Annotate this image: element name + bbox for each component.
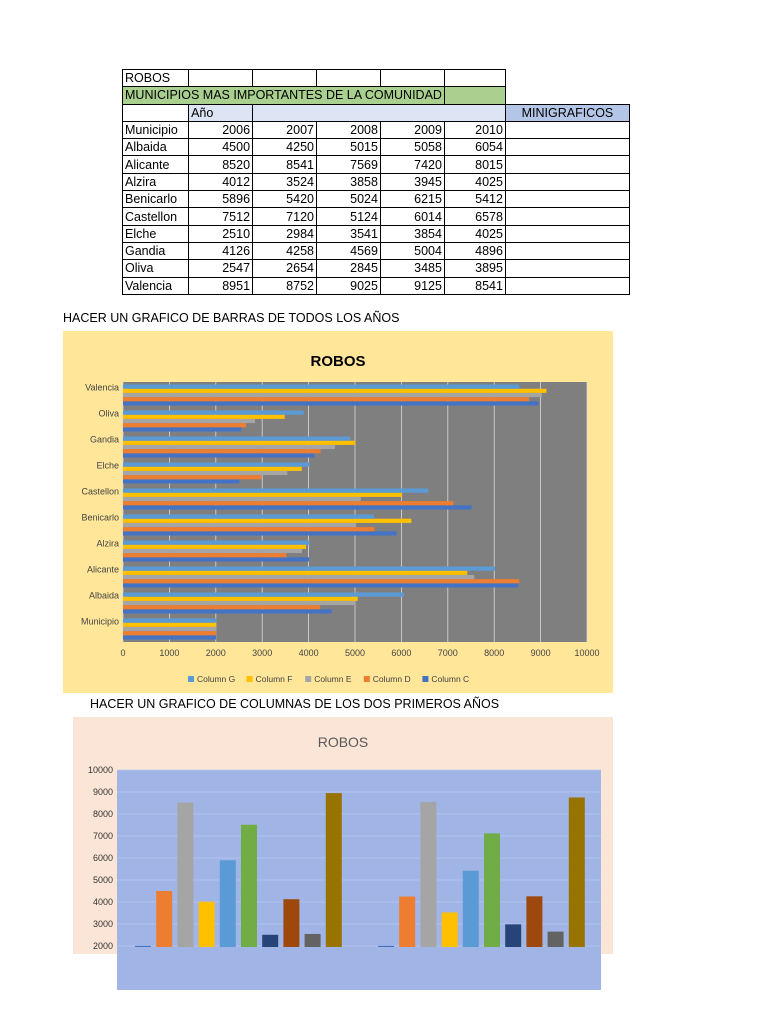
bar-column-g: [123, 515, 374, 519]
header-cell[interactable]: 2008: [316, 121, 380, 138]
table-cell[interactable]: 5058: [380, 139, 444, 156]
bar-column-g: [123, 437, 350, 441]
column-bar: [548, 932, 564, 947]
table-cell[interactable]: 7512: [189, 208, 253, 225]
x-tick-label: 6000: [391, 648, 412, 658]
legend-swatch: [188, 676, 194, 682]
table-cell[interactable]: 8951: [189, 277, 253, 294]
table-row: [123, 104, 630, 121]
table-cell[interactable]: 2510: [189, 225, 253, 242]
y-tick-label: 5000: [92, 875, 113, 885]
header-cell[interactable]: 2007: [253, 121, 317, 138]
table-cell[interactable]: 8520: [189, 156, 253, 173]
column-chart[interactable]: [73, 717, 613, 990]
y-tick-label: Municipio: [80, 616, 119, 627]
table-cell[interactable]: 5412: [444, 191, 505, 208]
bar-chart[interactable]: [63, 331, 613, 693]
bar-column-f: [123, 493, 402, 497]
bar-column-e: [123, 471, 287, 475]
y-tick-label: 4000: [92, 897, 113, 907]
y-tick-label: Castellon: [81, 486, 119, 497]
column-bar: [326, 793, 342, 947]
bar-column-d: [123, 527, 374, 531]
legend-label: Column G: [197, 674, 236, 684]
bar-column-c: [123, 453, 314, 457]
y-tick-label: Oliva: [98, 408, 119, 419]
bar-column-f: [123, 597, 358, 601]
column-bar: [526, 896, 542, 947]
column-bar: [177, 803, 193, 947]
table-cell[interactable]: 4500: [189, 139, 253, 156]
header-cell[interactable]: 2009: [380, 121, 444, 138]
bar-column-e: [123, 497, 361, 501]
legend-label: Column E: [314, 674, 352, 684]
column-bar: [305, 934, 321, 947]
table-cell[interactable]: 6014: [380, 208, 444, 225]
y-tick-label: Albaida: [88, 590, 119, 601]
table-cell[interactable]: 3895: [444, 260, 505, 277]
table-cell[interactable]: 8541: [253, 156, 317, 173]
y-tick-label: Gandia: [89, 434, 119, 445]
column-chart-svg: [73, 717, 613, 990]
bar-column-c: [123, 583, 518, 587]
table-cell[interactable]: 9025: [316, 277, 380, 294]
legend-label: Column C: [431, 674, 470, 684]
table-cell[interactable]: 4250: [253, 139, 317, 156]
table-cell[interactable]: Alicante: [123, 156, 189, 173]
table-cell[interactable]: 6578: [444, 208, 505, 225]
table-cell[interactable]: 5124: [316, 208, 380, 225]
table-cell[interactable]: 3945: [380, 173, 444, 190]
table-cell[interactable]: 2845: [316, 260, 380, 277]
table-cell[interactable]: 5004: [380, 242, 444, 259]
minigrafico-cell[interactable]: [505, 260, 629, 277]
bar-column-d: [123, 449, 321, 453]
bar-column-d: [123, 475, 261, 479]
minigrafico-cell[interactable]: [505, 225, 629, 242]
table-row: [123, 191, 630, 208]
x-tick-label: 2000: [205, 648, 226, 658]
column-bar: [156, 891, 172, 947]
x-tick-label: 1000: [159, 648, 180, 658]
header-cell[interactable]: 2006: [189, 121, 253, 138]
x-tick-label: 8000: [484, 648, 505, 658]
table-cell[interactable]: 4025: [444, 173, 505, 190]
y-tick-label: 6000: [92, 853, 113, 863]
column-bar: [283, 899, 299, 947]
table-cell[interactable]: 4258: [253, 242, 317, 259]
column-bar: [378, 946, 394, 947]
bar-column-c: [123, 505, 472, 509]
table-cell[interactable]: 2547: [189, 260, 253, 277]
ano-label[interactable]: Año: [189, 104, 253, 121]
bar-column-c: [123, 609, 332, 613]
bar-column-e: [123, 445, 335, 449]
data-table: [122, 69, 630, 295]
bar-column-d: [123, 553, 287, 557]
minigrafico-cell[interactable]: [505, 139, 629, 156]
table-cell[interactable]: 4896: [444, 242, 505, 259]
table-cell[interactable]: 7120: [253, 208, 317, 225]
bar-column-e: [123, 523, 356, 527]
bar-column-d: [123, 631, 216, 635]
y-tick-label: 8000: [92, 809, 113, 819]
bar-column-f: [123, 441, 355, 445]
table-cell[interactable]: 3858: [316, 173, 380, 190]
column-bar: [135, 946, 151, 947]
column-bar: [484, 833, 500, 947]
table-row: [123, 260, 630, 277]
legend-swatch: [247, 676, 253, 682]
bar-chart-caption: HACER UN GRAFICO DE BARRAS DE TODOS LOS AÑOS: [63, 311, 400, 325]
table-cell[interactable]: 6054: [444, 139, 505, 156]
bar-column-g: [123, 593, 404, 597]
table-cell[interactable]: 3524: [253, 173, 317, 190]
table-cell[interactable]: 2984: [253, 225, 317, 242]
table-row: [123, 173, 630, 190]
bar-column-c: [123, 401, 538, 405]
x-tick-label: 10000: [574, 648, 600, 658]
bar-column-e: [123, 549, 302, 553]
column-bar: [420, 802, 436, 947]
table-cell[interactable]: 4025: [444, 225, 505, 242]
legend-label: Column F: [255, 674, 293, 684]
column-bar: [463, 871, 479, 947]
minigrafico-cell[interactable]: [505, 277, 629, 294]
x-tick-label: 9000: [530, 648, 551, 658]
column-chart-caption: HACER UN GRAFICO DE COLUMNAS DE LOS DOS PRIMEROS AÑOS: [90, 697, 500, 711]
table-cell[interactable]: 6215: [380, 191, 444, 208]
bar-column-d: [123, 501, 453, 505]
table-cell[interactable]: 3854: [380, 225, 444, 242]
minigrafico-cell[interactable]: [505, 173, 629, 190]
minigrafico-cell[interactable]: [505, 156, 629, 173]
y-tick-label: Benicarlo: [81, 512, 119, 523]
table-row: [123, 242, 630, 259]
bar-column-c: [123, 427, 241, 431]
table-cell[interactable]: Alzira: [123, 173, 189, 190]
bar-column-e: [123, 575, 474, 579]
bar-column-g: [123, 463, 310, 467]
legend-swatch: [364, 676, 370, 682]
column-bar: [505, 924, 521, 947]
table-cell[interactable]: 7420: [380, 156, 444, 173]
bar-column-d: [123, 579, 519, 583]
bar-column-c: [123, 557, 309, 561]
table-cell[interactable]: 2654: [253, 260, 317, 277]
chart-title: ROBOS: [310, 353, 366, 370]
table-cell[interactable]: Castellon: [123, 208, 189, 225]
column-bar: [399, 897, 415, 948]
bar-column-g: [123, 411, 304, 415]
bar-column-f: [123, 519, 411, 523]
x-tick-label: 5000: [344, 648, 366, 658]
table-cell[interactable]: 5024: [316, 191, 380, 208]
y-tick-label: Elche: [96, 460, 119, 471]
column-bar: [262, 935, 278, 947]
table-cell[interactable]: 3485: [380, 260, 444, 277]
bar-column-f: [123, 467, 302, 471]
bar-column-e: [123, 393, 542, 397]
table-row: [123, 139, 630, 156]
y-tick-label: 7000: [92, 831, 113, 841]
y-tick-label: Alzira: [96, 538, 119, 549]
x-tick-label: 0: [120, 648, 126, 658]
y-tick-label: 9000: [92, 787, 113, 797]
bar-column-g: [123, 619, 216, 623]
minigrafico-cell[interactable]: [505, 242, 629, 259]
minigrafico-cell[interactable]: [505, 191, 629, 208]
bar-column-c: [123, 531, 397, 535]
minigraficos-header[interactable]: MINIGRAFICOS: [505, 104, 629, 121]
sheet-title[interactable]: ROBOS: [123, 70, 189, 87]
table-cell[interactable]: 3541: [316, 225, 380, 242]
legend-swatch: [422, 676, 428, 682]
x-tick-label: 3000: [252, 648, 273, 658]
legend-swatch: [305, 676, 311, 682]
header-cell[interactable]: Municipio: [123, 121, 189, 138]
bar-column-f: [123, 571, 467, 575]
bar-column-c: [123, 635, 216, 639]
table-row: [123, 87, 630, 104]
table-cell[interactable]: 8752: [253, 277, 317, 294]
bar-column-g: [123, 541, 310, 545]
y-tick-label: 10000: [87, 765, 113, 775]
sheet-subtitle[interactable]: MUNICIPIOS MAS IMPORTANTES DE LA COMUNIDAD: [123, 87, 445, 104]
bar-column-e: [123, 419, 255, 423]
minigrafico-cell[interactable]: [505, 208, 629, 225]
table-cell[interactable]: Valencia: [123, 277, 189, 294]
table-cell[interactable]: 4012: [189, 173, 253, 190]
bar-column-g: [123, 385, 519, 389]
table-cell[interactable]: Benicarlo: [123, 191, 189, 208]
table-row: [123, 70, 630, 87]
minigrafico-cell[interactable]: [505, 121, 629, 138]
column-bar: [442, 912, 458, 947]
table-cell[interactable]: Albaida: [123, 139, 189, 156]
chart-title: ROBOS: [317, 734, 369, 750]
table-row: [123, 208, 630, 225]
y-tick-label: Alicante: [86, 564, 119, 575]
table-row: [123, 277, 630, 294]
y-tick-label: Valencia: [85, 382, 119, 393]
bar-column-d: [123, 397, 529, 401]
header-cell[interactable]: 2010: [444, 121, 505, 138]
table-cell[interactable]: 8541: [444, 277, 505, 294]
column-bar: [569, 797, 585, 947]
table-cell[interactable]: 4126: [189, 242, 253, 259]
bar-column-d: [123, 423, 246, 427]
y-tick-label: 2000: [92, 941, 113, 951]
bar-column-f: [123, 389, 546, 393]
column-bar: [241, 825, 257, 947]
table-cell[interactable]: 7569: [316, 156, 380, 173]
x-tick-label: 7000: [437, 648, 458, 658]
legend-label: Column D: [372, 674, 411, 684]
table-cell[interactable]: Gandia: [123, 242, 189, 259]
bar-column-c: [123, 479, 239, 483]
table-cell[interactable]: 8015: [444, 156, 505, 173]
table-cell[interactable]: 5015: [316, 139, 380, 156]
bar-column-e: [123, 627, 216, 631]
table-cell[interactable]: Oliva: [123, 260, 189, 277]
bar-column-f: [123, 623, 216, 627]
table-cell[interactable]: 4569: [316, 242, 380, 259]
bar-column-f: [123, 415, 285, 419]
table-cell[interactable]: Elche: [123, 225, 189, 242]
table-cell[interactable]: 5420: [253, 191, 317, 208]
bar-chart-svg: [63, 331, 613, 693]
bar-column-d: [123, 605, 320, 609]
column-bar: [199, 902, 215, 947]
bar-column-e: [123, 601, 356, 605]
x-tick-label: 4000: [298, 648, 319, 658]
bar-column-g: [123, 489, 428, 493]
table-cell[interactable]: 9125: [380, 277, 444, 294]
bar-column-g: [123, 567, 495, 571]
table-row: [123, 225, 630, 242]
table-cell[interactable]: 5896: [189, 191, 253, 208]
bar-column-f: [123, 545, 306, 549]
table-header-row: [123, 121, 630, 138]
column-bar: [220, 860, 236, 947]
table-row: [123, 156, 630, 173]
y-tick-label: 3000: [92, 919, 113, 929]
